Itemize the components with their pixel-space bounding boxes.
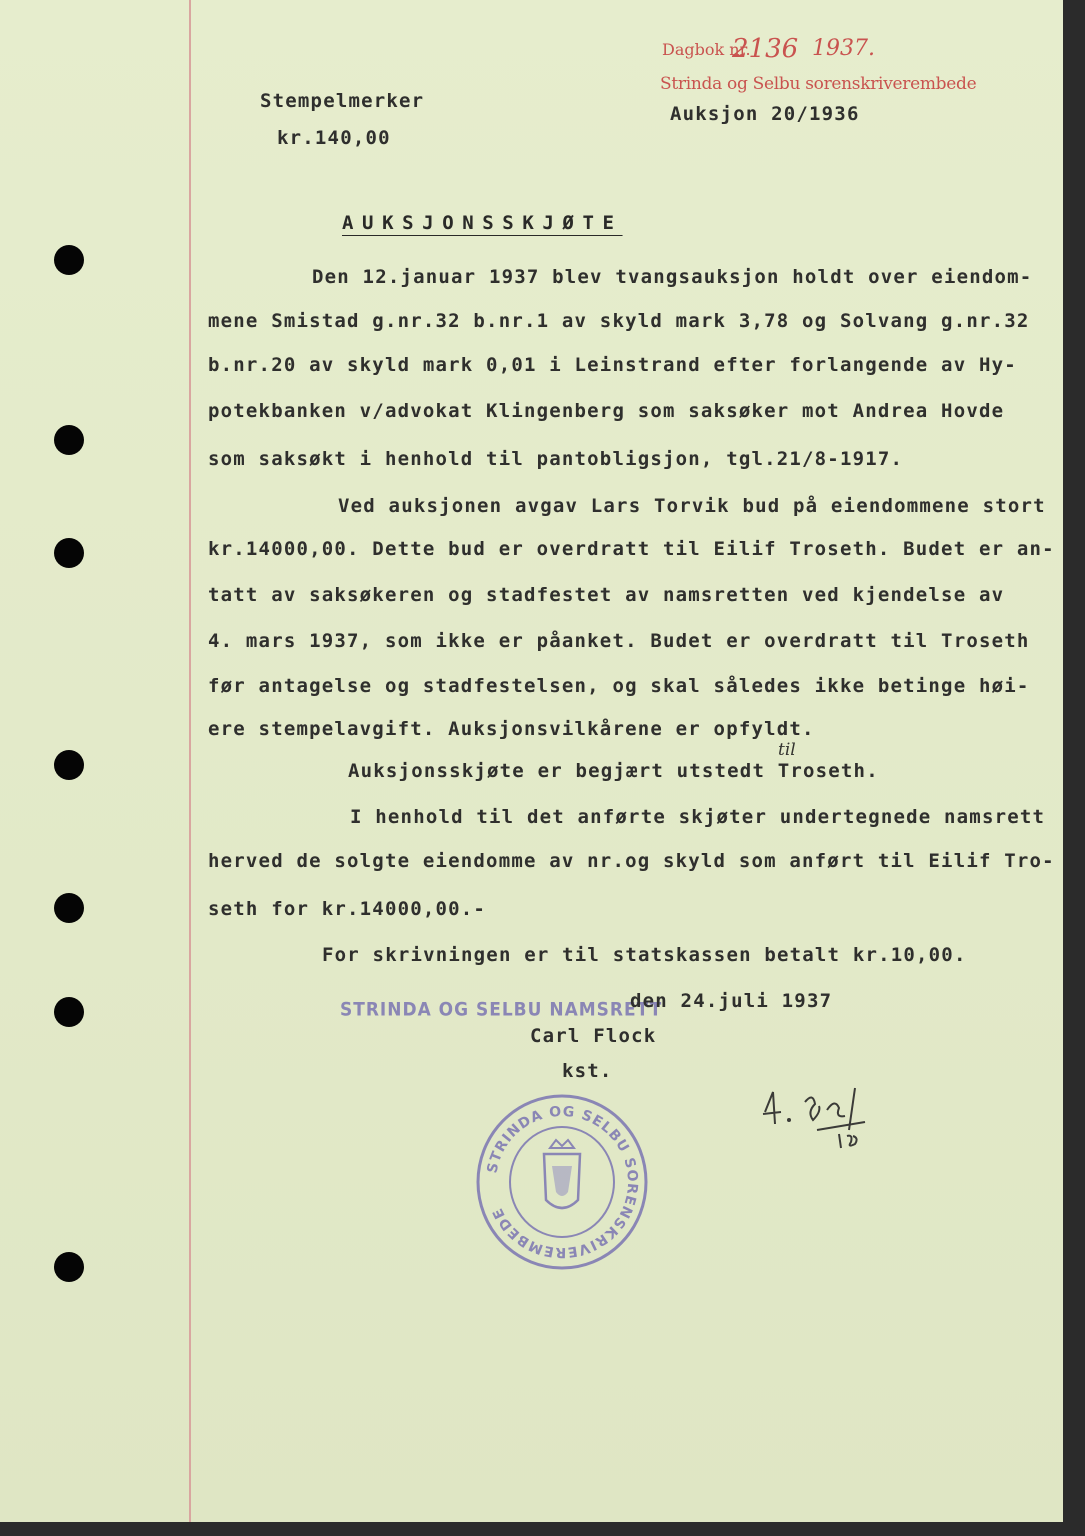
- body-line: For skrivningen er til statskassen betalt kr.10,00.: [322, 944, 967, 966]
- stamp-duty-label: Stempelmerker: [260, 90, 425, 112]
- seal-text: STRINDA OG SELBU SORENSKRIVEREMBEDE: [484, 1103, 641, 1261]
- scan-border-right: [1063, 0, 1085, 1536]
- body-line: før antagelse og stadfestelsen, og skal således ikke betinge høi-: [208, 675, 1030, 697]
- body-line: som saksøkt i henhold til pantobligsjon, tgl.21/8-1917.: [208, 448, 904, 470]
- dagbok-year: 1937.: [812, 36, 875, 61]
- body-line: potekbanken v/advokat Klingenberg som saksøker mot Andrea Hovde: [208, 400, 1005, 422]
- auction-reference: Auksjon 20/1936: [670, 103, 860, 125]
- stamp-duty-amount: kr.140,00: [277, 127, 391, 149]
- body-line: I henhold til det anførte skjøter undertegnede namsrett: [350, 806, 1046, 828]
- handwritten-mark-icon: [755, 1082, 885, 1152]
- dagbok-number: 2136: [732, 34, 799, 64]
- body-line: Den 12.januar 1937 blev tvangsauksjon holdt over eiendom-: [312, 266, 1033, 288]
- punch-hole: [54, 997, 84, 1027]
- body-line: mene Smistad g.nr.32 b.nr.1 av skyld mark 3,78 og Solvang g.nr.32: [208, 310, 1030, 332]
- scan-border-bottom: [0, 1522, 1085, 1536]
- dagbok-label: Dagbok nr.: [662, 40, 751, 59]
- closing-date: den 24.juli 1937: [630, 990, 833, 1012]
- punch-hole: [54, 750, 84, 780]
- handwritten-insert: til: [778, 740, 796, 760]
- signer-name: Carl Flock: [530, 1025, 657, 1047]
- document-title: AUKSJONSSKJØTE: [342, 212, 623, 234]
- body-line: seth for kr.14000,00.-: [208, 898, 487, 920]
- punch-hole: [54, 893, 84, 923]
- court-stamp: STRINDA OG SELBU NAMSRETT: [340, 999, 663, 1021]
- margin-line: [189, 0, 191, 1536]
- body-line: ere stempelavgift. Auksjonsvilkårene er opfyldt.: [208, 718, 815, 740]
- official-seal-icon: [474, 1092, 650, 1272]
- body-line: Ved auksjonen avgav Lars Torvik bud på eiendommene stort: [338, 495, 1046, 517]
- signer-title: kst.: [562, 1060, 613, 1082]
- punch-hole: [54, 1252, 84, 1282]
- body-line: herved de solgte eiendomme av nr.og skyld som anført til Eilif Tro-: [208, 850, 1055, 872]
- body-line: b.nr.20 av skyld mark 0,01 i Leinstrand efter forlangende av Hy-: [208, 354, 1017, 376]
- body-line: kr.14000,00. Dette bud er overdratt til Eilif Troseth. Budet er an-: [208, 538, 1055, 560]
- body-line: tatt av saksøkeren og stadfestet av namsretten ved kjendelse av: [208, 584, 1005, 606]
- office-name: Strinda og Selbu sorenskriverembede: [660, 74, 977, 94]
- punch-hole: [54, 425, 84, 455]
- body-line: Auksjonsskjøte er begjært utstedt Troseth.: [348, 760, 879, 782]
- punch-hole: [54, 538, 84, 568]
- body-line: 4. mars 1937, som ikke er påanket. Budet er overdratt til Troseth: [208, 630, 1030, 652]
- punch-hole: [54, 245, 84, 275]
